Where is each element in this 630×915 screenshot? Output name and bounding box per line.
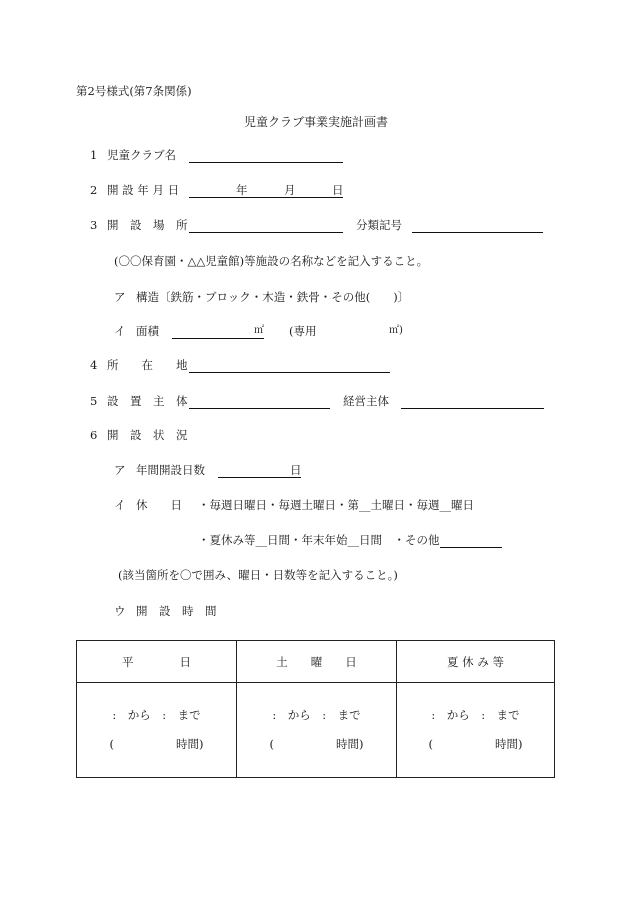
hours-unit: 時間) xyxy=(176,736,204,751)
closed-label: 休 日 xyxy=(136,498,182,512)
club-name-field[interactable] xyxy=(189,162,343,163)
item-4-label: 所 在 地 xyxy=(107,358,188,372)
hours-open-paren: ( xyxy=(109,736,114,751)
location-field[interactable] xyxy=(189,232,343,233)
header-summer: 夏 休 み 等 xyxy=(397,641,555,683)
area-unit: ㎡ xyxy=(254,325,264,336)
operator-field[interactable] xyxy=(401,408,544,409)
closed-options-line1: ・毎週日曜日・毎週土曜日・第__土曜日・毎週__曜日 xyxy=(198,498,474,512)
hours-label: 開 設 時 間 xyxy=(136,604,217,618)
hours-mark: ウ xyxy=(114,604,126,618)
item-3-number: 3 xyxy=(90,218,98,232)
day-label: 日 xyxy=(332,183,344,197)
private-area-unit: ㎡) xyxy=(389,325,403,336)
address-field[interactable] xyxy=(189,372,390,373)
structure-text: 構造〔鉄筋・ブロック・木造・鉄骨・その他( )〕 xyxy=(136,290,410,304)
document-title: 児童クラブ事業実施計画書 xyxy=(244,115,389,129)
closed-mark: イ xyxy=(114,498,126,512)
table-row xyxy=(77,683,555,778)
time-range: : から : まで xyxy=(272,708,361,722)
item-3-label: 開 設 場 所 xyxy=(107,218,188,232)
month-label: 月 xyxy=(284,183,296,197)
total-hours xyxy=(77,736,236,751)
area-label: 面積 xyxy=(136,324,159,338)
days-mark: ア xyxy=(114,463,126,477)
time-range: : から : まで xyxy=(431,708,520,722)
establisher-field[interactable] xyxy=(189,408,330,409)
year-label: 年 xyxy=(236,183,248,197)
item-2-number: 2 xyxy=(90,183,98,197)
classification-label: 分類記号 xyxy=(356,218,402,232)
header-weekday: 平 日 xyxy=(77,641,237,683)
item-6-label: 開 設 状 況 xyxy=(107,428,188,442)
closed-options-line2: ・夏休み等__日間・年末年始__日間 ・その他 xyxy=(198,533,440,547)
total-hours xyxy=(397,736,554,751)
days-label: 年間開設日数 xyxy=(136,463,205,477)
table-header-row xyxy=(77,641,555,683)
structure-mark: ア xyxy=(114,290,126,304)
operator-label: 経営主体 xyxy=(343,394,389,408)
saturday-hours-cell[interactable] xyxy=(237,683,397,778)
item-4-number: 4 xyxy=(90,358,98,372)
hours-unit: 時間) xyxy=(495,736,523,751)
opening-hours-table xyxy=(76,640,555,778)
item-2-label: 開 設 年 月 日 xyxy=(107,183,180,197)
private-area-label: (専用 xyxy=(289,324,317,338)
closed-other-field[interactable] xyxy=(440,547,502,548)
header-saturday: 土 曜 日 xyxy=(237,641,397,683)
closed-note: (該当箇所を〇で囲み、曜日・日数等を記入すること。) xyxy=(118,568,398,582)
total-hours xyxy=(237,736,396,751)
opening-date-field[interactable] xyxy=(189,197,343,198)
hours-open-paren: ( xyxy=(428,736,433,751)
item-5-number: 5 xyxy=(90,394,98,408)
item-1-label: 児童クラブ名 xyxy=(107,148,176,162)
facility-note: (〇〇保育園・△△児童館)等施設の名称などを記入すること。 xyxy=(114,254,429,268)
classification-field[interactable] xyxy=(412,232,543,233)
form-number: 第2号様式(第7条関係) xyxy=(76,84,192,98)
annual-days-field[interactable] xyxy=(218,477,301,478)
time-range: : から : まで xyxy=(112,708,201,722)
item-1-number: 1 xyxy=(90,148,98,162)
weekday-hours-cell[interactable] xyxy=(77,683,237,778)
summer-hours-cell[interactable] xyxy=(397,683,555,778)
hours-unit: 時間) xyxy=(336,736,364,751)
days-unit: 日 xyxy=(290,463,302,477)
area-field[interactable] xyxy=(172,338,264,339)
hours-open-paren: ( xyxy=(269,736,274,751)
item-6-number: 6 xyxy=(90,428,98,442)
item-5-label: 設 置 主 体 xyxy=(107,394,188,408)
area-mark: イ xyxy=(114,324,126,338)
